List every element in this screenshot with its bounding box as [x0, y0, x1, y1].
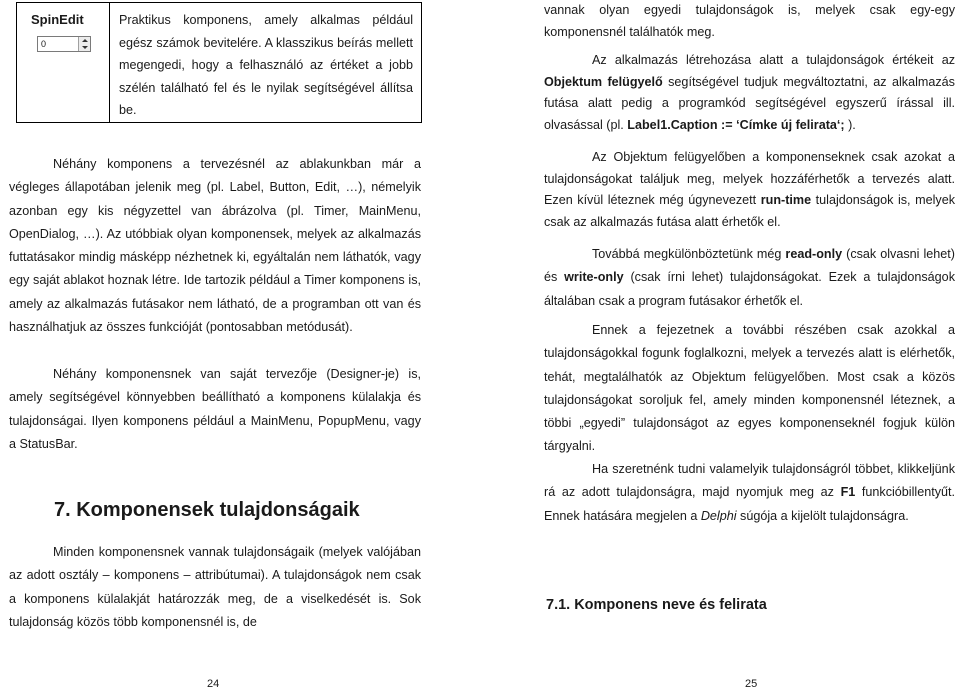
term-write-only: write-only	[564, 270, 624, 285]
paragraph-properties-intro: Minden komponensnek vannak tulajdonságaik (melyek valójában az adott osztály – komponens – attribútumai). A tulajdonságok nem csak a komponens külalakját határozzák meg, de a viselkedését is. Sok tulajdonság közös több komponensnél is, de	[9, 545, 421, 629]
paragraph-unique-properties: vannak olyan egyedi tulajdonságok is, melyek csak egy-egy komponensnél találhatók meg.	[544, 3, 955, 39]
component-name: SpinEdit	[31, 12, 84, 27]
section-title: 7.1. Komponens neve és felirata	[546, 597, 767, 613]
spin-down-icon[interactable]	[82, 46, 88, 49]
right-page	[480, 0, 960, 689]
spin-arrows[interactable]	[78, 37, 90, 51]
spinedit-value: 0	[41, 39, 47, 49]
term-read-only: read-only	[785, 247, 843, 261]
term-run-time: run-time	[760, 193, 812, 207]
component-table	[16, 2, 422, 123]
code-example: Label1.Caption := ‘Címke új felirata‘;	[627, 117, 845, 132]
paragraph-designer: Néhány komponensnek van saját tervezője (Designer-je) is, amely segítségével könnyebben beállítható a komponens külalakja és tulajdonságai. Ilyen komponens például a MainMenu, PopupMenu, vagy a StatusBar.	[9, 367, 421, 451]
left-page	[0, 0, 480, 689]
paragraph-help: Ha szeretnénk tudni valamelyik tulajdonságról többet, klikkeljünk rá az adott tulajdonságra, majd nyomjuk meg az F1 funkcióbillentyűt. Ennek hatására megjelen a Delphi súgója a kijelölt tulajdonságra.	[544, 462, 956, 523]
paragraph-object-inspector: Az alkalmazás létrehozása alatt a tulajdonságok értékeit az Objektum felügyelő segítségével tudjuk megváltoztatni, az alkalmazás futása alatt pedig a programkód segítségével egyszerű írással ill. olvasással (pl. Label1.Caption := ‘Címke új felirata‘; ).	[544, 53, 955, 132]
component-name-cell	[17, 3, 110, 123]
paragraph-read-write-only: Továbbá megkülönböztetünk még read-only (csak olvasni lehet) és write-only (csak írni lehet) tulajdonságokat. Ezek a tulajdonságok általában csak a program futásakor érhetők el.	[544, 247, 955, 308]
key-f1: F1	[840, 485, 856, 500]
page-number-left: 24	[207, 678, 220, 690]
chapter-title: 7. Komponensek tulajdonságaik	[54, 499, 360, 521]
paragraph-chapter-scope: Ennek a fejezetnek a további részében csak azokkal a tulajdonságokkal fogunk foglalkozni, melyek a tervezés alatt is elérhetők, tehát, megtalálhatók az Objektum felügyelőben. Most csak a közös tulajdonságokat soroljuk fel, amely minden komponensnél léteznek, a többi „egyedi” tulajdonságot az egyes komponenseknél fogjuk külön tárgyalni.	[544, 323, 955, 454]
page-number-right: 25	[745, 678, 758, 690]
spin-up-icon[interactable]	[82, 39, 88, 42]
component-description: Praktikus komponens, amely alkalmas például egész számok bevitelére. A klasszikus beírás mellett megengedi, hogy a felhasználó az értéket a jobb szélén található fel és le nyilak segítségével állítsa be.	[119, 13, 413, 117]
component-description-cell	[110, 3, 422, 123]
term-object-inspector: Objektum felügyelő	[544, 74, 663, 89]
paragraph-components-design: Néhány komponens a tervezésnél az ablakunkban már a végleges állapotában jelenik meg (pl. Label, Button, Edit, …), némelyik azonban egy kis négyzettel van ábrázolva (pl. Timer, MainMenu, OpenDialog, …). Az utóbbiak olyan komponensek, melyek az alkalmazás futtatásakor mindig másképp nézhetnek ki, egyáltalán nem láthatók, vagy egy saját ablakot hoznak létre. Ide tartozik például a Timer komponens is, amely az alkalmazás futásakor nem látható, de a programban ott van és használhatjuk az összes funkcióját (pontosabban metódusát).	[9, 157, 421, 335]
spinedit-sample[interactable]	[37, 36, 91, 52]
term-delphi: Delphi	[700, 508, 737, 523]
paragraph-run-time: Az Objektum felügyelőben a komponenseknek csak azokat a tulajdonságokat találjuk meg, melyek hozzáférhetők a tervezés alatt. Ezen kívül léteznek még úgynevezett run-time tulajdonságok is, melyek csak az alkalmazás futása alatt érhetők el.	[544, 150, 955, 229]
